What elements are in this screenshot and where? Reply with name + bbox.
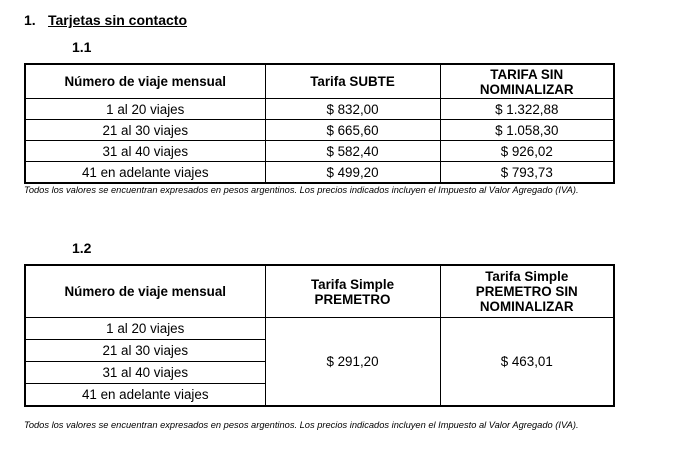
table2-footnote: Todos los valores se encuentran expresados en pesos argentinos. Los precios indicados incluyen el Impuesto al Valor Agregado (IVA).	[24, 420, 579, 430]
table-cell: 1 al 20 viajes	[25, 318, 265, 340]
table-cell: $ 832,00	[265, 99, 440, 120]
tariff-table-2	[24, 264, 615, 407]
table1-label: 1.1	[72, 39, 92, 55]
header-cell: Tarifa Simple PREMETRO	[265, 265, 440, 318]
header-cell: Tarifa Simple PREMETRO SIN NOMINALIZAR	[440, 265, 614, 318]
table-cell: $ 793,73	[440, 162, 614, 184]
header-cell: Número de viaje mensual	[25, 265, 265, 318]
table-cell: 31 al 40 viajes	[25, 362, 265, 384]
table-row	[25, 141, 614, 162]
tariff-table-1	[24, 63, 615, 184]
table-cell: $ 1.058,30	[440, 120, 614, 141]
table-cell: 41 en adelante viajes	[25, 384, 265, 407]
table-header-row	[25, 64, 614, 99]
table-cell: 21 al 30 viajes	[25, 340, 265, 362]
section-heading	[24, 12, 187, 28]
header-cell: Tarifa SUBTE	[265, 64, 440, 99]
table-cell: 41 en adelante viajes	[25, 162, 265, 184]
table-row	[25, 120, 614, 141]
table-cell: $ 582,40	[265, 141, 440, 162]
header-cell: Número de viaje mensual	[25, 64, 265, 99]
table1-footnote: Todos los valores se encuentran expresados en pesos argentinos. Los precios indicados incluyen el Impuesto al Valor Agregado (IVA).	[24, 185, 579, 195]
table-cell: 21 al 30 viajes	[25, 120, 265, 141]
table-cell: 31 al 40 viajes	[25, 141, 265, 162]
table-row	[25, 162, 614, 184]
section-title: Tarjetas sin contacto	[48, 12, 188, 28]
table2-label: 1.2	[72, 240, 92, 256]
header-cell: TARIFA SIN NOMINALIZAR	[440, 64, 614, 99]
table-row	[25, 99, 614, 120]
sin-nominalizar-price-cell: $ 463,01	[440, 318, 614, 407]
table-cell: $ 1.322,88	[440, 99, 614, 120]
table-cell: $ 499,20	[265, 162, 440, 184]
premetro-price-cell: $ 291,20	[265, 318, 440, 407]
table-cell: 1 al 20 viajes	[25, 99, 265, 120]
table-cell: $ 665,60	[265, 120, 440, 141]
table-row	[25, 318, 614, 340]
table-header-row	[25, 265, 614, 318]
section-number: 1.	[24, 12, 36, 28]
table-cell: $ 926,02	[440, 141, 614, 162]
